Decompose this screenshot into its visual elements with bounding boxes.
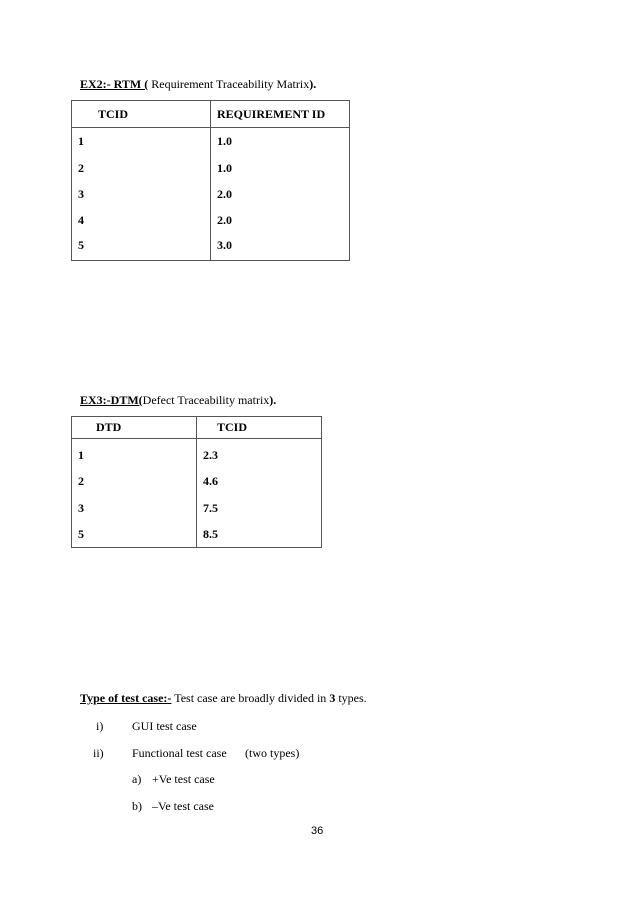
sub-list-item: –Ve test case [152, 799, 214, 813]
table-cell: 1 [78, 448, 84, 462]
dtm-header-dtd: DTD [96, 420, 122, 434]
table-cell: 5 [78, 238, 84, 252]
table-cell: 2 [78, 474, 84, 488]
table-cell: 4 [78, 213, 84, 227]
dtm-header-tcid: TCID [217, 420, 248, 434]
dtm-table [71, 416, 322, 548]
list-item-marker: i) [96, 719, 104, 733]
table-cell: 2 [78, 161, 84, 175]
table-cell: 1.0 [217, 134, 232, 148]
rtm-header-tcid: TCID [98, 107, 129, 121]
sub-list-item: +Ve test case [152, 772, 215, 786]
sub-list-item-marker: a) [132, 772, 142, 786]
types-paragraph: Type of test case:- Test case are broadly divided in 3 types. [80, 691, 367, 705]
table-cell: 4.6 [203, 474, 218, 488]
list-item: GUI test case [132, 719, 197, 733]
table-cell: 2.0 [217, 187, 232, 201]
rtm-header-requirement-id: REQUIREMENT ID [217, 107, 326, 121]
table-cell: 2.3 [203, 448, 218, 462]
dtm-heading: EX3:-DTM(Defect Traceability matrix). [80, 393, 277, 407]
list-item: Functional test case [132, 746, 227, 760]
table-cell: 2.0 [217, 213, 232, 227]
list-item-marker: ii) [93, 746, 104, 760]
table-cell: 5 [78, 527, 84, 541]
sub-list-item-marker: b) [132, 799, 142, 813]
table-cell: 1.0 [217, 161, 232, 175]
table-cell: 8.5 [203, 527, 218, 541]
rtm-table [71, 100, 350, 261]
rtm-heading: EX2:- RTM ( Requirement Traceability Matrix). [80, 77, 317, 91]
table-cell: 3.0 [217, 238, 232, 252]
table-cell: 1 [78, 134, 84, 148]
list-item-note: (two types) [245, 746, 300, 760]
table-cell: 3 [78, 501, 84, 515]
page-number: 36 [311, 825, 324, 837]
table-cell: 3 [78, 187, 84, 201]
table-cell: 7.5 [203, 501, 218, 515]
